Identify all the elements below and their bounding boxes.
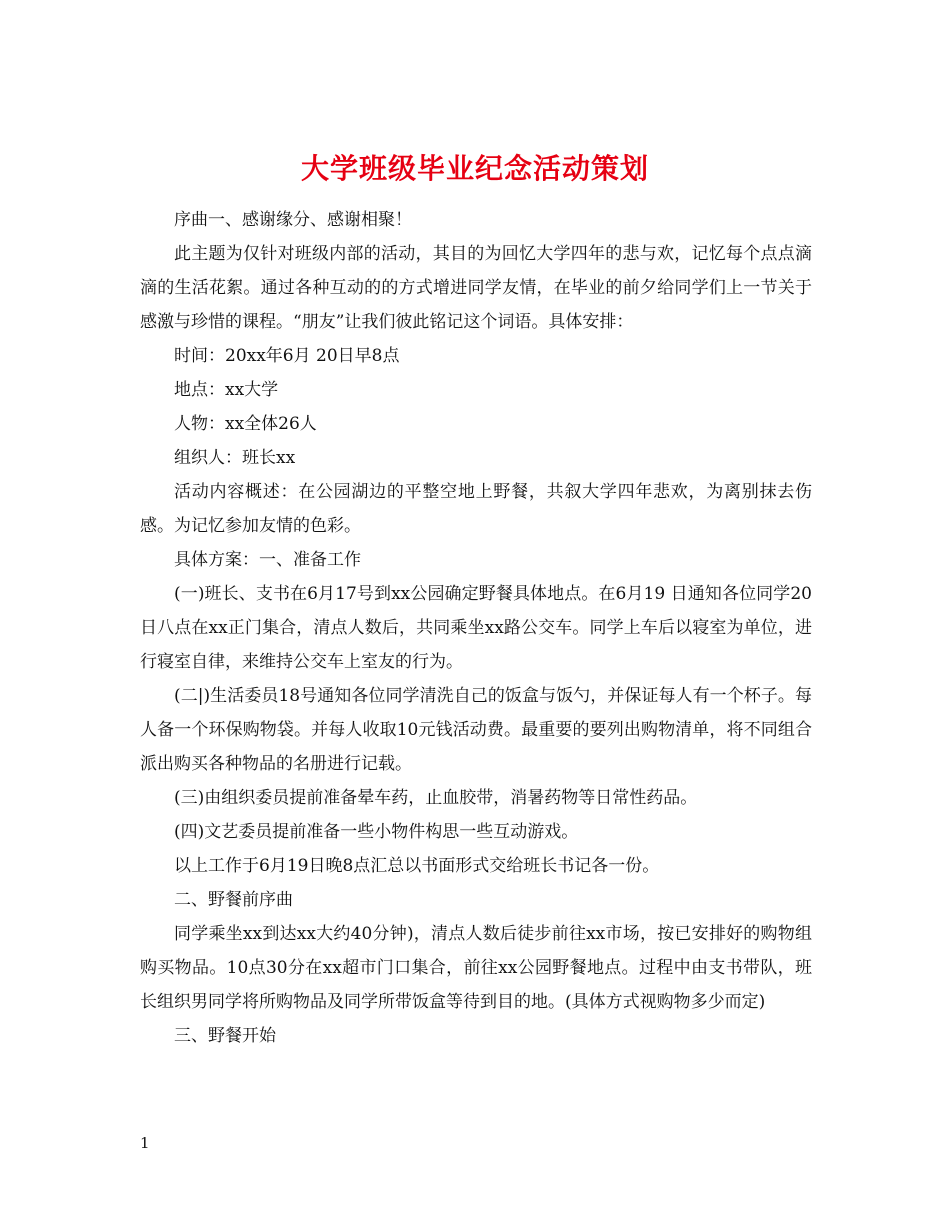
paragraph-theme: 此主题为仅针对班级内部的活动，其目的为回忆大学四年的悲与欢，记忆每个点点滴滴的生活花絮。通过各种互动的的方式增进同学友情，在毕业的前夕给同学们上一节关于感激与珍惜的课程。“朋友”让我们彼此铭记这个词语。具体安排： — [140, 244, 812, 332]
page-title: 大学班级毕业纪念活动策划 — [300, 151, 649, 185]
paragraph-overview: 活动内容概述：在公园湖边的平整空地上野餐，共叙大学四年悲欢，为离别抹去伤感。为记忆参加友情的色彩。 — [140, 482, 812, 536]
paragraph-prelude: 序曲一、感谢缘分、感谢相聚！ — [174, 210, 412, 230]
paragraph-participants: 人物：xx全体26人 — [174, 414, 317, 434]
paragraph-summary: 以上工作于6月19日晚8点汇总以书面形式交给班长书记各一份。 — [174, 856, 660, 876]
paragraph-time: 时间：20xx年6月 20日早8点 — [174, 346, 400, 366]
page-number: 1 — [140, 1134, 150, 1152]
paragraph-location: 地点：xx大学 — [174, 380, 279, 400]
paragraph-section-2-body: 同学乘坐xx到达xx大约40分钟)，清点人数后徒步前往xx市场，按已安排好的购物组购买物品。10点30分在xx超市门口集合，前往xx公园野餐地点。过程中由支书带队，班长组织男同学将所购物品及同学所带饭盒等待到目的地。(具体方式视购物多少而定) — [140, 924, 812, 1012]
paragraph-step-4: (四)文艺委员提前准备一些小物件构思一些互动游戏。 — [174, 822, 579, 842]
paragraph-plan-heading: 具体方案：一、准备工作 — [174, 550, 361, 570]
paragraph-section-3-heading: 三、野餐开始 — [174, 1026, 276, 1046]
paragraph-section-2-heading: 二、野餐前序曲 — [174, 890, 293, 910]
paragraph-step-1: (一)班长、支书在6月17号到xx公园确定野餐具体地点。在6月19 日通知各位同学20日八点在xx正门集合，清点人数后，共同乘坐xx路公交车。同学上车后以寝室为单位，进行寝室自律，来维持公交车上室友的行为。 — [140, 584, 812, 672]
document-body — [140, 203, 812, 1053]
paragraph-organizer: 组织人：班长xx — [174, 448, 296, 468]
paragraph-step-2: (二|)生活委员18号通知各位同学清洗自己的饭盒与饭勺，并保证每人有一个杯子。每人备一个环保购物袋。并每人收取10元钱活动费。最重要的要列出购物清单，将不同组合派出购买各种物品的名册进行记载。 — [140, 686, 812, 774]
paragraph-step-3: (三)由组织委员提前准备晕车药，止血胶带，消暑药物等日常性药品。 — [174, 788, 698, 808]
